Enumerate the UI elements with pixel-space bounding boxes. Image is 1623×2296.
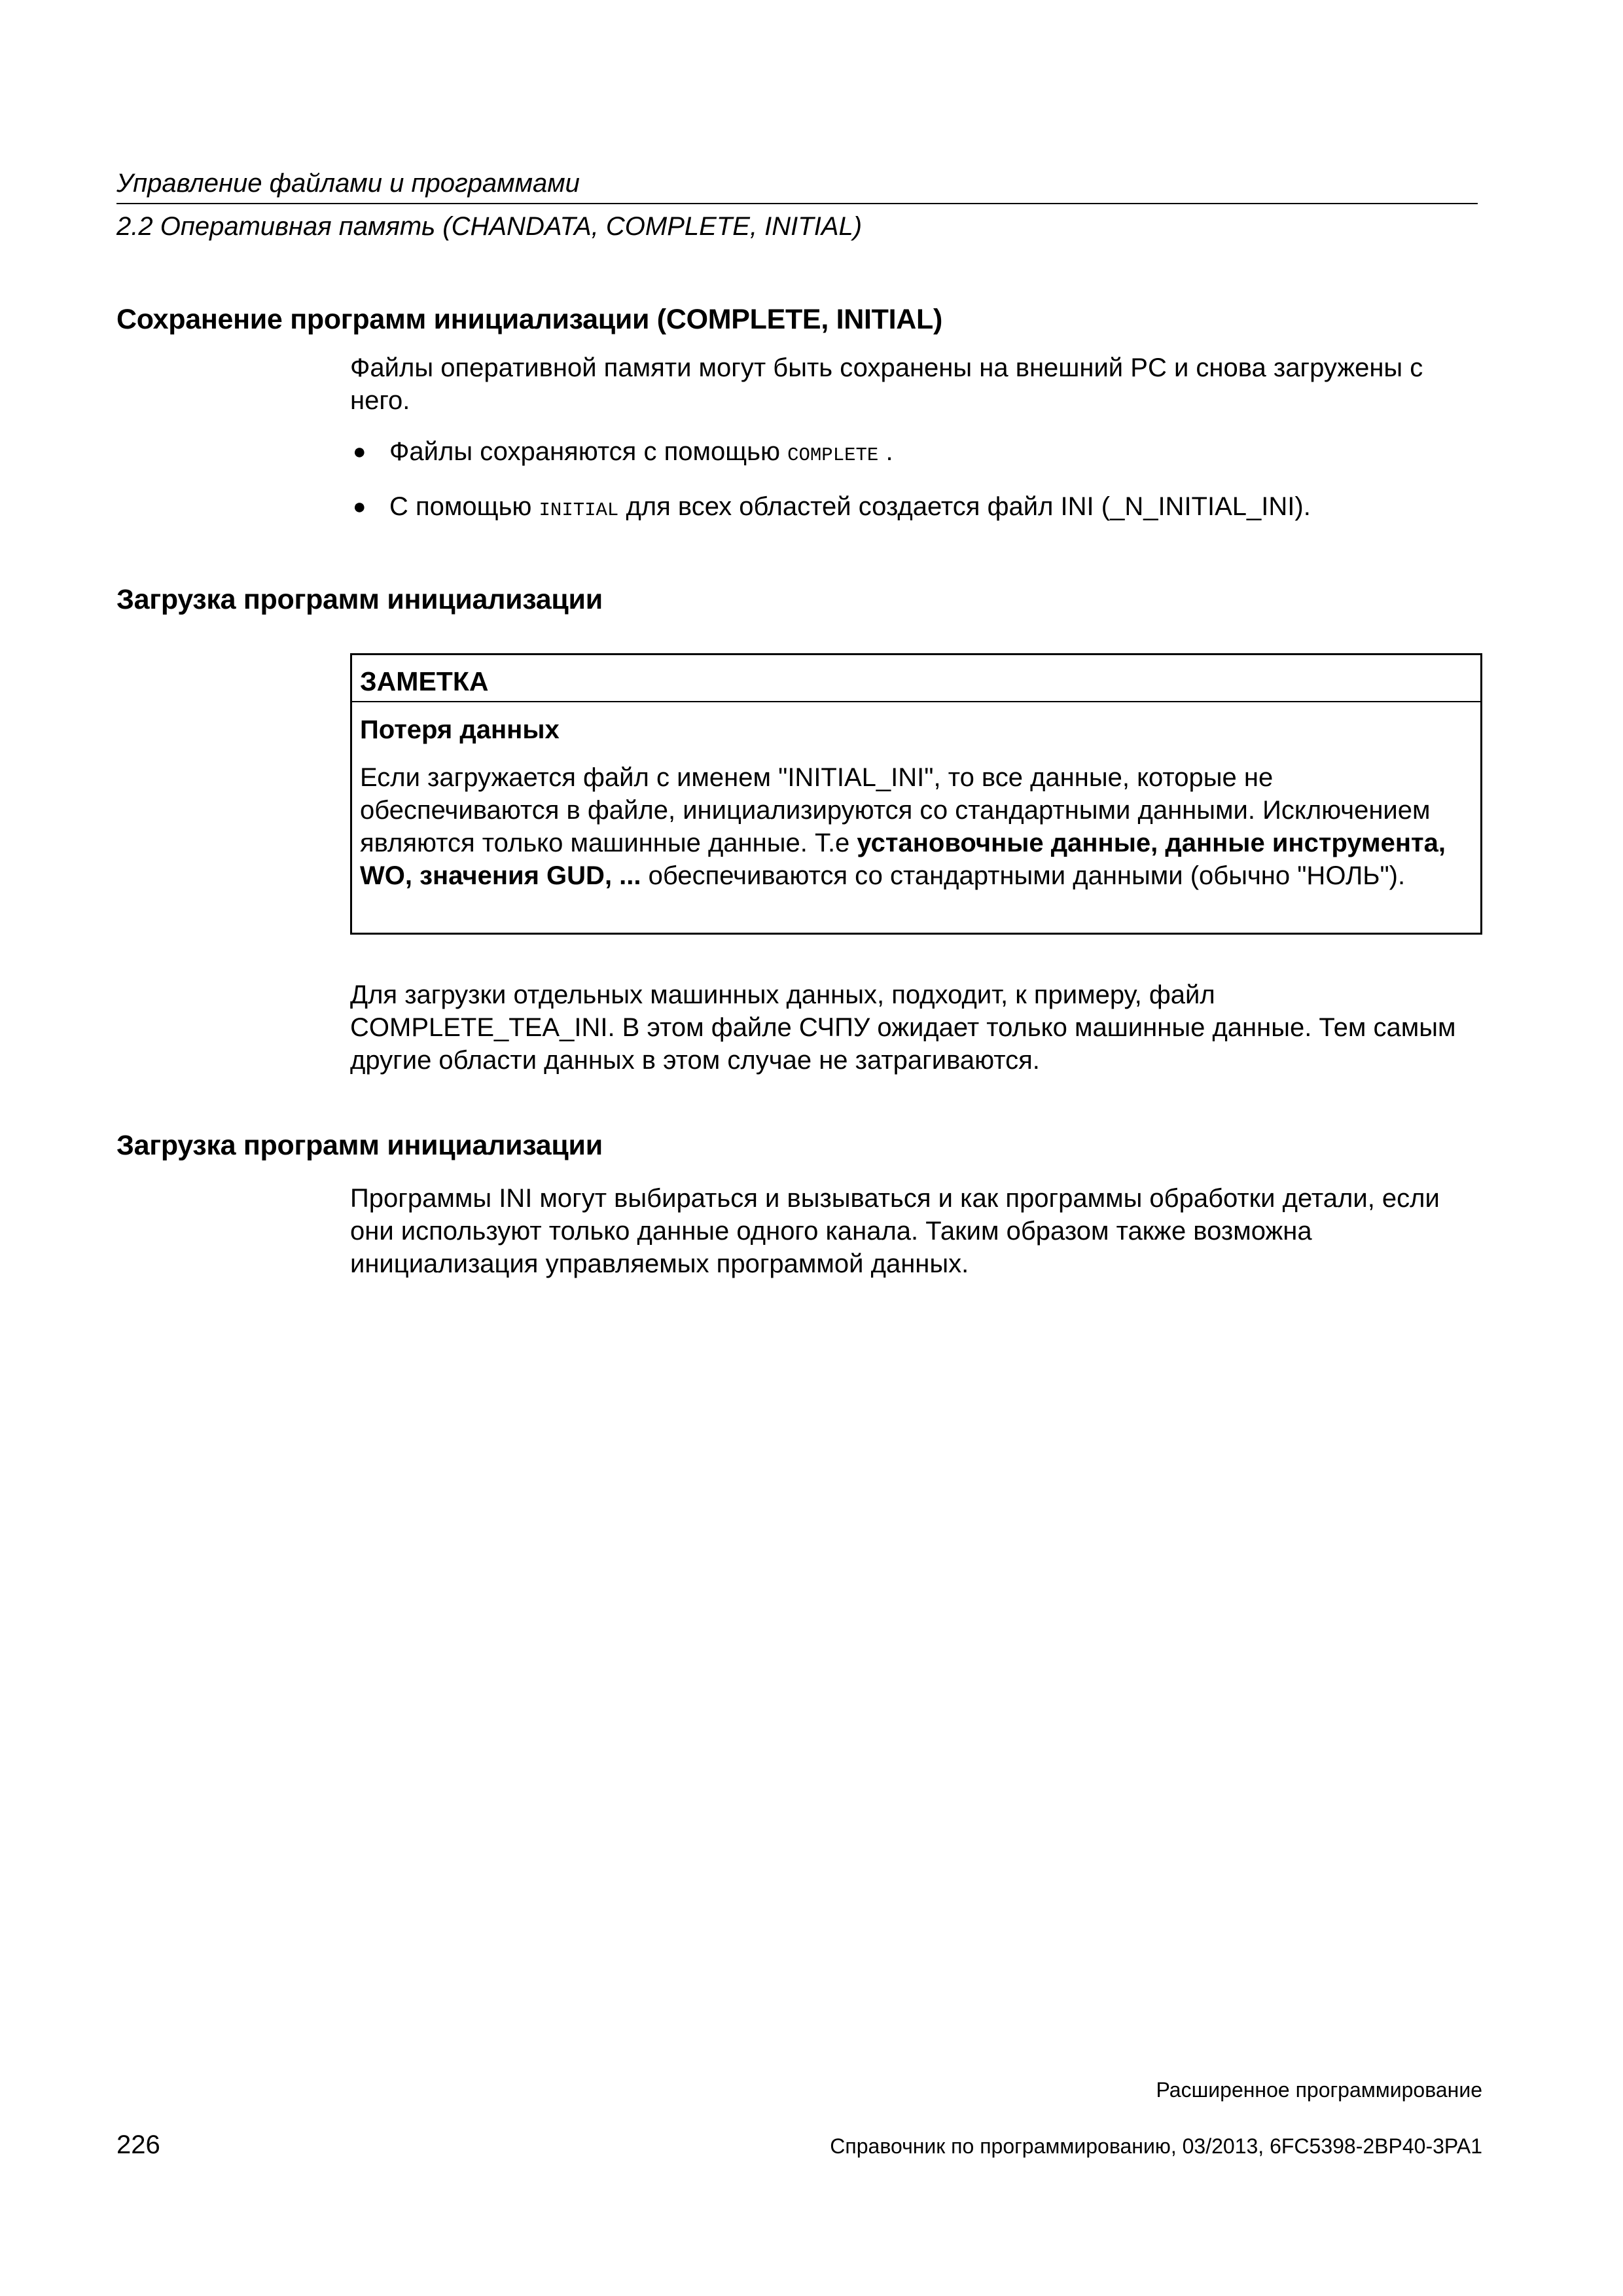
bullet-text: Файлы сохраняются с помощью (389, 437, 788, 466)
heading-save-init-programs: Сохранение программ инициализации (COMPLETE, INITIAL) (116, 304, 943, 335)
bullet-icon: ● (353, 494, 366, 519)
heading-load-init-programs-2: Загрузка программ инициализации (116, 1130, 603, 1161)
bullet-text-after: для всех областей создается файл INI (_N_INITIAL_INI). (618, 492, 1311, 521)
section1-bullets (350, 435, 1482, 527)
note-text (352, 744, 1480, 892)
list-item (350, 435, 1482, 472)
section-title: 2.2 Оперативная память (CHANDATA, COMPLETE, INITIAL) (116, 212, 863, 241)
note-text-end: обеспечиваются со стандартными данными (обычно "НОЛЬ"). (641, 861, 1406, 890)
section1-intro: Файлы оперативной памяти могут быть сохранены на внешний PC и снова загружены с него. (350, 353, 1423, 415)
list-item (350, 490, 1482, 527)
page-number: 226 (116, 2130, 160, 2159)
code-complete: COMPLETE (787, 444, 879, 466)
bullet-text-after: . (878, 437, 893, 466)
bullet-text: С помощью (389, 492, 539, 521)
chapter-title: Управление файлами и программами (116, 165, 1478, 204)
footer-reference: Справочник по программированию, 03/2013, 6FC5398-2BP40-3PA1 (830, 2134, 1482, 2158)
footer-book-title: Расширенное программирование (1156, 2078, 1482, 2102)
section2-body (350, 978, 1482, 1077)
section1-body (350, 351, 1482, 527)
code-initial: INITIAL (539, 499, 619, 521)
section2-paragraph: Для загрузки отдельных машинных данных, подходит, к примеру, файл COMPLETE_TEA_INI. В этом файле СЧПУ ожидает только машинные данные. Тем самым другие области данных в этом случае не затрагиваются. (350, 980, 1456, 1075)
note-title: ЗАМЕТКА (352, 655, 1480, 702)
bullet-icon: ● (353, 439, 366, 464)
note-subtitle: Потеря данных (360, 715, 560, 744)
note-box (350, 653, 1482, 935)
note-text-start: Если загружается файл с именем "INITIAL_INI", то все данные, которые не обеспечиваются в файле, инициализируются со стандартными данными. Исключением являются только машинные данные. Т.е (360, 763, 1431, 857)
note-text-bold: установочные данные, данные инструмента, WO, значения GUD, ... (360, 829, 1446, 890)
heading-load-init-programs: Загрузка программ инициализации (116, 584, 603, 615)
section3-paragraph: Программы INI могут выбираться и вызываться и как программы обработки детали, если они используют только данные одного канала. Таким образом также возможна инициализация управляемых программой данных. (350, 1184, 1440, 1278)
section3-body (350, 1182, 1482, 1280)
running-header (116, 165, 1478, 245)
